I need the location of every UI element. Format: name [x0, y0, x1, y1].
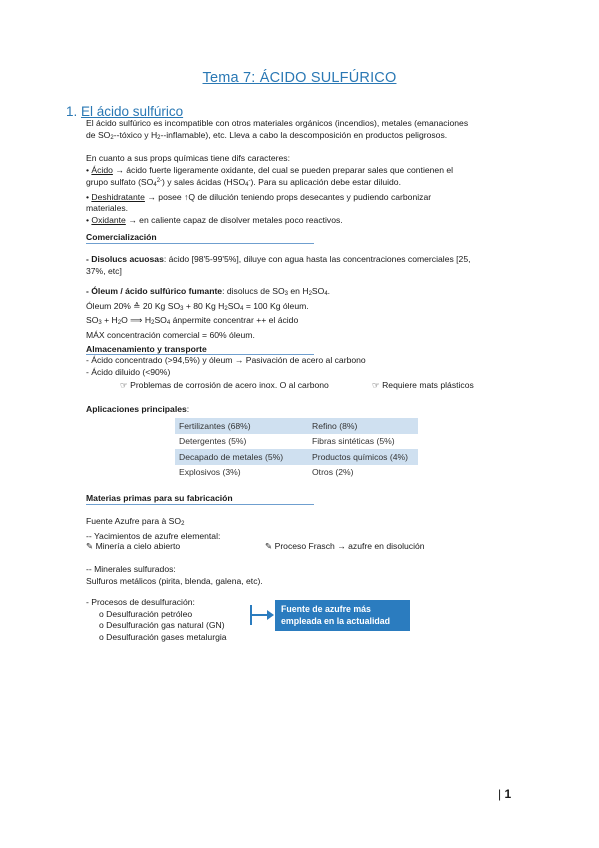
prop-oxidante: • Oxidante → en caliente capaz de disolver metales poco reactivos.	[86, 214, 343, 225]
list-item: o Desulfuración petróleo	[99, 608, 193, 619]
procesos-line: - Procesos de desulfuración:	[86, 597, 195, 607]
section-rule	[86, 504, 314, 505]
intro-paragraph	[86, 118, 514, 144]
mineria-item: ✎ Minería a cielo abierto	[86, 541, 181, 551]
almacenamiento-list	[86, 355, 514, 378]
oleum-line: MÁX concentración comercial = 60% óleum.	[86, 329, 255, 340]
table-cell: Explosivos (3%)	[175, 465, 308, 481]
section-number: 1.	[66, 104, 78, 119]
prop-deshidratante: • Deshidratante → posee ↑Q de dilución teniendo props desecantes y pudiendo carbonizar	[86, 191, 432, 202]
table-row	[175, 449, 418, 465]
aplicaciones-table	[175, 418, 418, 480]
minerales-detail: Sulfuros metálicos (pirita, blenda, galena, etc).	[86, 575, 263, 586]
fuente-line: Fuente Azufre para à SO2	[86, 516, 185, 527]
table-row	[175, 465, 418, 481]
prop-acido: • Ácido → ácido fuerte ligeramente oxidante, del cual se pueden preparar sales que contienen el	[86, 164, 454, 175]
oleum-line: Óleum 20% ≙ 20 Kg SO3 + 80 Kg H2SO4 = 100 Kg óleum.	[86, 300, 309, 312]
table-cell: Refino (8%)	[308, 418, 418, 434]
table-cell: Detergentes (5%)	[175, 434, 308, 450]
page-number: | 1	[498, 787, 512, 801]
note-corrosion: ☞ Problemas de corrosión de acero inox. O al carbono	[120, 380, 329, 390]
oleum-line: SO3 + H2O ⟹ H2SO4 ánpermite concentrar ++ el ácido	[86, 315, 299, 326]
table-row	[175, 434, 418, 450]
bracket-arrow-icon	[248, 602, 278, 628]
intro-line: El ácido sulfúrico es incompatible con otros materiales orgánicos (incendios), metales (emanaciones	[86, 118, 469, 128]
table-cell: Productos químicos (4%)	[308, 449, 418, 465]
page-title: Tema 7: ÁCIDO SULFÚRICO	[202, 70, 397, 86]
prop-acido-cont: grupo sulfato $(SO4^{2-})$ y sales ácidas (HSO4-). Para su aplicación debe estar diluido.	[86, 177, 401, 188]
aplicaciones-heading: Aplicaciones principales:	[86, 404, 190, 414]
oleum-line: - Óleum / ácido sulfúrico fumante: disolucs de SO3 en H2SO4.	[86, 286, 331, 297]
callout-box: Fuente de azufre más empleada en la actualidad	[275, 600, 410, 631]
disolucs-line: - Disolucs acuosas: ácido [98'5-99'5%], diluye con agua hasta las concentraciones comerciales [25,	[86, 254, 471, 264]
disolucs-paragraph	[86, 254, 514, 277]
section-title: El ácido sulfúrico	[81, 104, 184, 119]
materias-fuente	[86, 516, 514, 542]
prop-deshidratante-cont: materiales.	[86, 203, 129, 213]
almacenamiento-heading: Almacenamiento y transporte	[86, 344, 207, 354]
minerales-line: -- Minerales sulfurados:	[86, 564, 176, 574]
minerales-block	[86, 564, 514, 587]
comercializacion-heading: Comercialización	[86, 232, 157, 242]
note-plasticos: ☞ Requiere mats plásticos	[372, 380, 474, 390]
disolucs-line: 37%, etc]	[86, 265, 122, 276]
list-item: o Desulfuración gases metalurgia	[99, 631, 227, 642]
props-intro: En cuanto a sus props químicas tiene difs caracteres:	[86, 153, 290, 163]
materias-heading: Materias primas para su fabricación	[86, 493, 233, 503]
yacimientos-line: -- Yacimientos de azufre elemental:	[86, 530, 221, 541]
props-paragraph	[86, 153, 514, 226]
intro-line: de SO2--tóxico y H2--inflamable), etc. Lleva a cabo la descomposición en productos peligrosos.	[86, 129, 448, 141]
frasch-item: ✎ Proceso Frasch → azufre en disolución	[265, 541, 425, 551]
table-row	[175, 418, 418, 434]
section-rule	[86, 243, 314, 244]
table-cell: Fibras sintéticas (5%)	[308, 434, 418, 450]
list-item: o Desulfuración gas natural (GN)	[99, 620, 225, 630]
table-cell: Fertilizantes (68%)	[175, 418, 308, 434]
section-heading	[66, 104, 183, 119]
table-cell: Otros (2%)	[308, 465, 418, 481]
almacenamiento-line: - Ácido concentrado (>94,5%) y óleum → Pasivación de acero al carbono	[86, 355, 366, 365]
table-cell: Decapado de metales (5%)	[175, 449, 308, 465]
almacenamiento-line: - Ácido diluido (<90%)	[86, 366, 171, 377]
oleum-paragraph	[86, 286, 514, 341]
